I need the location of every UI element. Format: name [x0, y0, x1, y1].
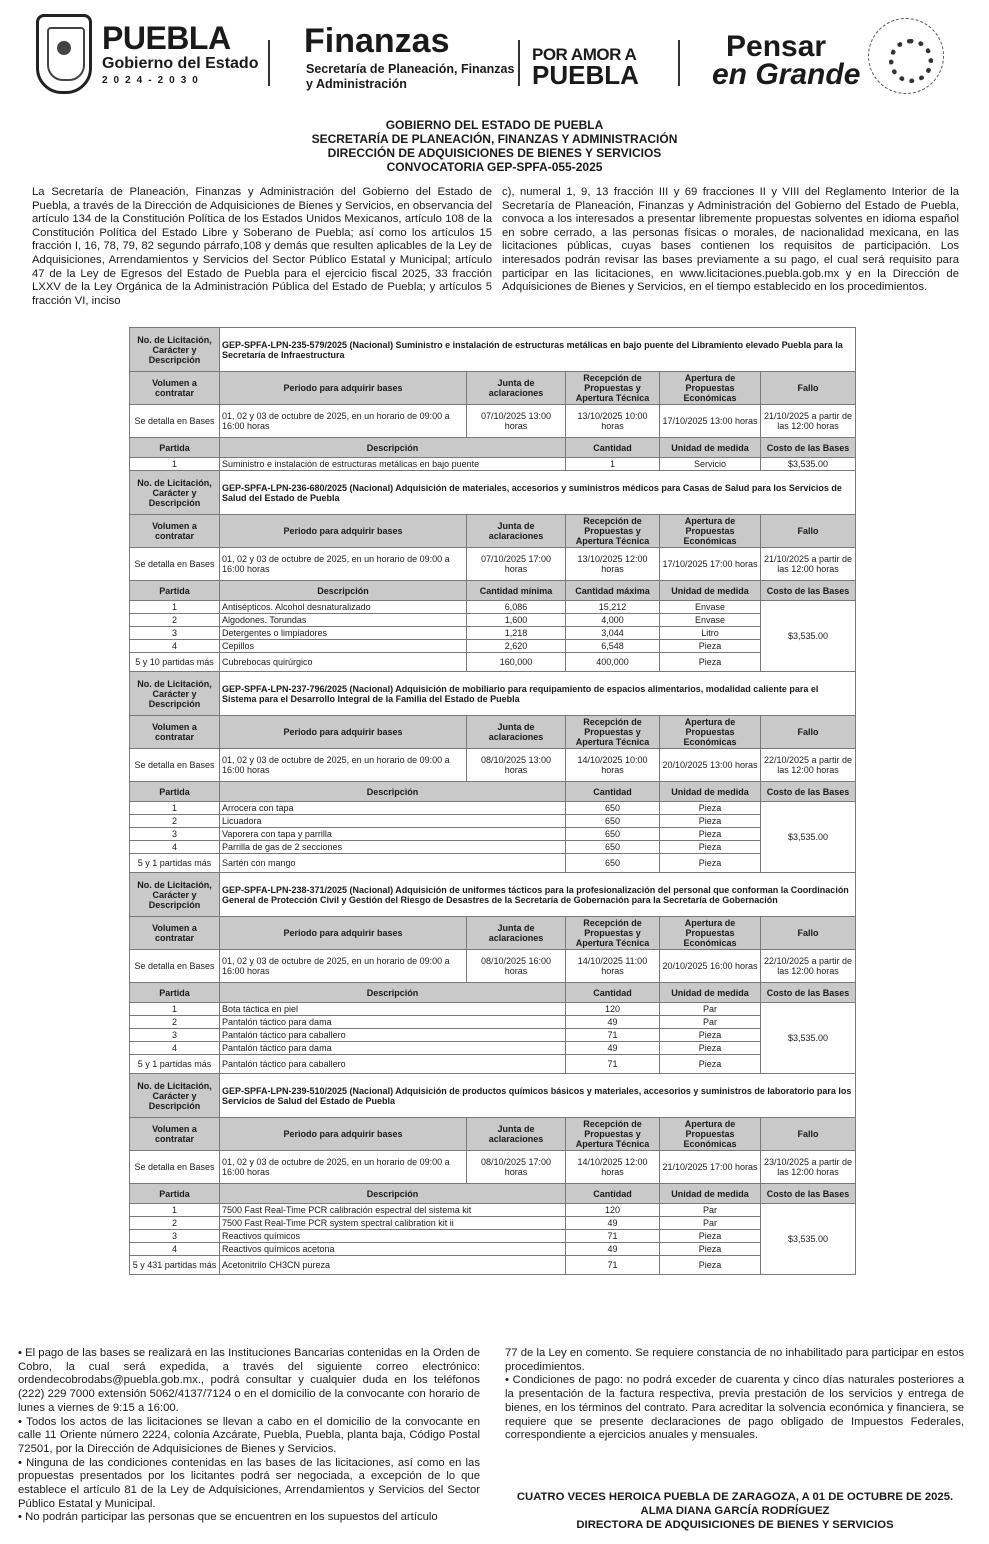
cantidad-value: 71: [566, 1256, 660, 1275]
partida-value: 2: [130, 1217, 220, 1230]
tender-title-row: [130, 328, 856, 372]
descripcion-header: Descripción: [220, 1184, 566, 1204]
junta-value: 07/10/2025 13:00 horas: [467, 405, 566, 438]
descripcion-value: Sartén con mango: [220, 854, 566, 873]
cantidad-maxima-value: 400,000: [566, 653, 660, 672]
table-row: [130, 828, 856, 841]
tender-info-row: [130, 1151, 856, 1184]
cantidad-maxima-value: 6,548: [566, 640, 660, 653]
document-title: [0, 118, 989, 174]
note-paragraph: • El pago de las bases se realizará en las Instituciones Bancarias contenidas en la Orden de Cobro, la cual será expedida, a través del siguiente correo electrónico: ordendecobrodabs@puebla.gob.mx., podrá consultar y cualquier duda en los teléfonos (222) 229 7000 extensión 5062/4137/7124 o en el domicilio de la convocante con horario de lunes a viernes de 9:15 a 16:00.: [18, 1347, 480, 1414]
descripcion-value: Antisépticos. Alcohol desnaturalizado: [220, 601, 467, 614]
volumen-value: Se detalla en Bases: [130, 405, 220, 438]
amor-logo-line2: PUEBLA: [532, 60, 639, 90]
fallo-value: 22/10/2025 a partir de las 12:00 horas: [761, 749, 856, 782]
costo-value: $3,535.00: [761, 1204, 856, 1275]
partida-value: 1: [130, 802, 220, 815]
partida-header: Partida: [130, 581, 220, 601]
pensar-logo-line2: en Grande: [712, 58, 861, 91]
cantidad-minima-value: 1,218: [467, 627, 566, 640]
fallo-header: Fallo: [761, 716, 856, 749]
junta-header: Junta de aclaraciones: [467, 716, 566, 749]
partida-header: Partida: [130, 782, 220, 802]
partida-value: 3: [130, 1230, 220, 1243]
periodo-header: Periodo para adquirir bases: [220, 917, 467, 950]
apertura-value: 20/10/2025 16:00 horas: [660, 950, 761, 983]
recepcion-header: Recepción de Propuestas y Apertura Técnica: [566, 917, 660, 950]
partida-value: 2: [130, 614, 220, 627]
periodo-header: Periodo para adquirir bases: [220, 515, 467, 548]
tender-title: GEP-SPFA-LPN-235-579/2025 (Nacional) Suministro e instalación de estructuras metálicas en bajo puente del Libramiento elevado Puebla para la Secretaría de Infraestructura: [220, 328, 856, 372]
signature-position: DIRECTORA DE ADQUISICIONES DE BIENES Y SERVICIOS: [576, 1519, 894, 1531]
descripcion-value: Detergentes o limpiadores: [220, 627, 467, 640]
descripcion-value: Pantalón táctico para caballero: [220, 1055, 566, 1074]
unidad-value: Servicio: [660, 458, 761, 471]
partida-value: 1: [130, 1204, 220, 1217]
apertura-header: Apertura de Propuestas Económicas: [660, 515, 761, 548]
tender-header-row: [130, 716, 856, 749]
volumen-header: Volumen a contratar: [130, 917, 220, 950]
costo-header: Costo de las Bases: [761, 581, 856, 601]
cantidad-maxima-value: 3,044: [566, 627, 660, 640]
cantidad-header: Cantidad: [566, 438, 660, 458]
no-licitacion-label: No. de Licitación, Carácter y Descripción: [130, 873, 220, 917]
puebla-logo-title: PUEBLA: [102, 20, 231, 56]
volumen-value: Se detalla en Bases: [130, 749, 220, 782]
unidad-header: Unidad de medida: [660, 782, 761, 802]
cantidad-minima-value: 160,000: [467, 653, 566, 672]
tender-title-row: [130, 873, 856, 917]
table-row: [130, 854, 856, 873]
notes-right: [505, 1347, 964, 1443]
unidad-value: Envase: [660, 614, 761, 627]
items-header-row: [130, 1184, 856, 1204]
partida-header: Partida: [130, 1184, 220, 1204]
table-row: [130, 601, 856, 614]
note-paragraph: 77 de la Ley en comento. Se requiere constancia de no inhabilitado para participar en estos procedimientos.: [505, 1347, 964, 1373]
amor-logo-line1: POR AMOR A: [532, 45, 637, 64]
junta-value: 08/10/2025 16:00 horas: [467, 950, 566, 983]
volumen-value: Se detalla en Bases: [130, 1151, 220, 1184]
cantidad-value: 71: [566, 1055, 660, 1074]
unidad-value: Pieza: [660, 828, 761, 841]
fallo-value: 22/10/2025 a partir de las 12:00 horas: [761, 950, 856, 983]
costo-value: $3,535.00: [761, 802, 856, 873]
apertura-value: 17/10/2025 17:00 horas: [660, 548, 761, 581]
partida-value: 3: [130, 828, 220, 841]
table-row: [130, 841, 856, 854]
unidad-value: Pieza: [660, 815, 761, 828]
table-row: [130, 1243, 856, 1256]
costo-header: Costo de las Bases: [761, 438, 856, 458]
signature-block: [505, 1490, 965, 1532]
partida-value: 4: [130, 841, 220, 854]
table-row: [130, 1003, 856, 1016]
tender-title-row: [130, 672, 856, 716]
cantidad-value: 49: [566, 1042, 660, 1055]
unidad-value: Par: [660, 1217, 761, 1230]
logo-divider: [678, 40, 680, 86]
unidad-value: Pieza: [660, 1230, 761, 1243]
junta-value: 08/10/2025 17:00 horas: [467, 1151, 566, 1184]
periodo-header: Periodo para adquirir bases: [220, 716, 467, 749]
volumen-header: Volumen a contratar: [130, 515, 220, 548]
unidad-header: Unidad de medida: [660, 581, 761, 601]
partida-value: 4: [130, 640, 220, 653]
recepcion-value: 13/10/2025 10:00 horas: [566, 405, 660, 438]
costo-header: Costo de las Bases: [761, 782, 856, 802]
junta-header: Junta de aclaraciones: [467, 372, 566, 405]
cantidad-minima-value: 2,620: [467, 640, 566, 653]
apertura-value: 20/10/2025 13:00 horas: [660, 749, 761, 782]
table-row: [130, 653, 856, 672]
tender-info-row: [130, 749, 856, 782]
cantidad-value: 49: [566, 1016, 660, 1029]
fallo-value: 21/10/2025 a partir de las 12:00 horas: [761, 548, 856, 581]
title-line: DIRECCIÓN DE ADQUISICIONES DE BIENES Y SERVICIOS: [327, 146, 662, 160]
cantidad-minima-value: 1,600: [467, 614, 566, 627]
signature-name: ALMA DIANA GARCÍA RODRÍGUEZ: [640, 1505, 830, 1517]
cantidad-value: 120: [566, 1204, 660, 1217]
recepcion-value: 14/10/2025 10:00 horas: [566, 749, 660, 782]
descripcion-value: Pantalón táctico para caballero: [220, 1029, 566, 1042]
fallo-header: Fallo: [761, 515, 856, 548]
fallo-header: Fallo: [761, 1118, 856, 1151]
table-row: [130, 1055, 856, 1074]
cantidad-value: 1: [566, 458, 660, 471]
descripcion-value: Suministro e instalación de estructuras metálicas en bajo puente: [220, 458, 566, 471]
norma-igualdad-seal-icon: [868, 18, 944, 94]
partida-value: 5 y 1 partidas más: [130, 854, 220, 873]
partida-value: 3: [130, 1029, 220, 1042]
unidad-value: Par: [660, 1003, 761, 1016]
logo-divider: [518, 40, 520, 86]
unidad-value: Pieza: [660, 1029, 761, 1042]
junta-header: Junta de aclaraciones: [467, 515, 566, 548]
fallo-header: Fallo: [761, 372, 856, 405]
descripcion-value: 7500 Fast Real-Time PCR calibración espectral del sistema kit: [220, 1204, 566, 1217]
tender-title: GEP-SPFA-LPN-239-510/2025 (Nacional) Adquisición de productos químicos básicos y materiales, accesorios y suministros de laboratorio para los Servicios de Salud del Estado de Puebla: [220, 1074, 856, 1118]
state-seal-icon: [36, 14, 92, 94]
cantidad-value: 650: [566, 841, 660, 854]
volumen-header: Volumen a contratar: [130, 716, 220, 749]
recepcion-header: Recepción de Propuestas y Apertura Técnica: [566, 372, 660, 405]
tender-info-row: [130, 950, 856, 983]
note-paragraph: • Condiciones de pago: no podrá exceder de cuarenta y cinco días naturales posteriores a la presentación de la factura respectiva, previa prestación de los servicios y entrega de bienes, en los términos del contrato. Para acreditar la solvencia económica y financiera, se requiere que se presente declaraciones de pago obligado de Impuestos Federales, correspondiente a ejercicios anuales y mensuales.: [505, 1374, 964, 1442]
cantidad-value: 650: [566, 815, 660, 828]
descripcion-value: Parrilla de gas de 2 secciones: [220, 841, 566, 854]
cantidad-header: Cantidad: [566, 1184, 660, 1204]
tender-info-row: [130, 405, 856, 438]
costo-header: Costo de las Bases: [761, 983, 856, 1003]
partida-value: 5 y 10 partidas más: [130, 653, 220, 672]
junta-header: Junta de aclaraciones: [467, 917, 566, 950]
header-logos: [36, 10, 956, 105]
unidad-value: Par: [660, 1016, 761, 1029]
finanzas-logo-subtitle: Secretaría de Planeación, Finanzas y Administración: [306, 62, 515, 91]
descripcion-value: 7500 Fast Real-Time PCR system spectral calibration kit ii: [220, 1217, 566, 1230]
junta-value: 07/10/2025 17:00 horas: [467, 548, 566, 581]
note-paragraph: • Todos los actos de las licitaciones se llevan a cabo en el domicilio de la convocante en calle 11 Oriente número 2224, colonia Azcárate, Puebla, Puebla, planta baja, Código Postal 72501, por la Dirección de Adquisiciones de Bienes y Servicios.: [18, 1415, 480, 1455]
descripcion-value: Bota táctica en piel: [220, 1003, 566, 1016]
cantidad-maxima-value: 15,212: [566, 601, 660, 614]
cantidad-maxima-header: Cantidad máxima: [566, 581, 660, 601]
table-row: [130, 614, 856, 627]
periodo-value: 01, 02 y 03 de octubre de 2025, en un horario de 09:00 a 16:00 horas: [220, 405, 467, 438]
cantidad-value: 650: [566, 828, 660, 841]
no-licitacion-label: No. de Licitación, Carácter y Descripción: [130, 1074, 220, 1118]
unidad-value: Pieza: [660, 802, 761, 815]
unidad-value: Pieza: [660, 841, 761, 854]
unidad-value: Pieza: [660, 1243, 761, 1256]
no-licitacion-label: No. de Licitación, Carácter y Descripción: [130, 672, 220, 716]
partida-value: 1: [130, 601, 220, 614]
title-line: CONVOCATORIA GEP-SPFA-055-2025: [386, 160, 603, 174]
partida-header: Partida: [130, 983, 220, 1003]
recepcion-header: Recepción de Propuestas y Apertura Técnica: [566, 1118, 660, 1151]
recepcion-value: 13/10/2025 12:00 horas: [566, 548, 660, 581]
unidad-value: Pieza: [660, 854, 761, 873]
partida-value: 1: [130, 458, 220, 471]
unidad-header: Unidad de medida: [660, 438, 761, 458]
descripcion-value: Algodones. Torundas: [220, 614, 467, 627]
cantidad-minima-value: 6,086: [467, 601, 566, 614]
costo-header: Costo de las Bases: [761, 1184, 856, 1204]
items-header-row: [130, 983, 856, 1003]
items-header-row: [130, 581, 856, 601]
items-header-row: [130, 438, 856, 458]
descripcion-value: Reactivos químicos acetona: [220, 1243, 566, 1256]
unidad-value: Pieza: [660, 653, 761, 672]
table-row: [130, 1256, 856, 1275]
descripcion-value: Vaporera con tapa y parrilla: [220, 828, 566, 841]
table-row: [130, 640, 856, 653]
descripcion-header: Descripción: [220, 438, 566, 458]
puebla-logo-years: 2024-2030: [102, 75, 204, 86]
unidad-value: Pieza: [660, 1256, 761, 1275]
tender-header-row: [130, 1118, 856, 1151]
partida-value: 3: [130, 627, 220, 640]
apertura-header: Apertura de Propuestas Económicas: [660, 1118, 761, 1151]
table-row: [130, 1029, 856, 1042]
cantidad-value: 71: [566, 1230, 660, 1243]
items-header-row: [130, 782, 856, 802]
table-row: [130, 1016, 856, 1029]
table-row: [130, 1217, 856, 1230]
tender-title-row: [130, 471, 856, 515]
apertura-header: Apertura de Propuestas Económicas: [660, 716, 761, 749]
partida-value: 2: [130, 1016, 220, 1029]
unidad-value: Pieza: [660, 1042, 761, 1055]
table-row: [130, 1204, 856, 1217]
descripcion-value: Cepillos: [220, 640, 467, 653]
periodo-value: 01, 02 y 03 de octubre de 2025, en un horario de 09:00 a 16:00 horas: [220, 950, 467, 983]
table-row: [130, 627, 856, 640]
no-licitacion-label: No. de Licitación, Carácter y Descripción: [130, 328, 220, 372]
apertura-header: Apertura de Propuestas Económicas: [660, 917, 761, 950]
volumen-header: Volumen a contratar: [130, 372, 220, 405]
cantidad-header: Cantidad: [566, 983, 660, 1003]
periodo-header: Periodo para adquirir bases: [220, 1118, 467, 1151]
cantidad-value: 120: [566, 1003, 660, 1016]
tender-title-row: [130, 1074, 856, 1118]
cantidad-value: 650: [566, 854, 660, 873]
junta-header: Junta de aclaraciones: [467, 1118, 566, 1151]
partida-value: 2: [130, 815, 220, 828]
table-row: [130, 802, 856, 815]
descripcion-value: Cubrebocas quirúrgico: [220, 653, 467, 672]
recepcion-header: Recepción de Propuestas y Apertura Técnica: [566, 515, 660, 548]
tender-header-row: [130, 917, 856, 950]
costo-value: $3,535.00: [761, 601, 856, 672]
fallo-value: 21/10/2025 a partir de las 12:00 horas: [761, 405, 856, 438]
descripcion-header: Descripción: [220, 782, 566, 802]
cantidad-value: 650: [566, 802, 660, 815]
cantidad-header: Cantidad: [566, 782, 660, 802]
descripcion-value: Arrocera con tapa: [220, 802, 566, 815]
descripcion-value: Acetonitrilo CH3CN pureza: [220, 1256, 566, 1275]
unidad-header: Unidad de medida: [660, 1184, 761, 1204]
signature-place-date: CUATRO VECES HEROICA PUEBLA DE ZARAGOZA, A 01 DE OCTUBRE DE 2025.: [516, 1491, 954, 1503]
title-line: SECRETARÍA DE PLANEACIÓN, FINANZAS Y ADMINISTRACIÓN: [311, 132, 678, 146]
unidad-value: Pieza: [660, 1055, 761, 1074]
recepcion-value: 14/10/2025 12:00 horas: [566, 1151, 660, 1184]
fallo-value: 23/10/2025 a partir de las 12:00 horas: [761, 1151, 856, 1184]
cantidad-value: 49: [566, 1243, 660, 1256]
tender-title: GEP-SPFA-LPN-236-680/2025 (Nacional) Adquisición de materiales, accesorios y suministros médicos para Casas de Salud para los Servicios de Salud del Estado de Puebla: [220, 471, 856, 515]
periodo-value: 01, 02 y 03 de octubre de 2025, en un horario de 09:00 a 16:00 horas: [220, 1151, 467, 1184]
descripcion-value: Pantalón táctico para dama: [220, 1016, 566, 1029]
periodo-value: 01, 02 y 03 de octubre de 2025, en un horario de 09:00 a 16:00 horas: [220, 749, 467, 782]
recepcion-header: Recepción de Propuestas y Apertura Técnica: [566, 716, 660, 749]
note-paragraph: • No podrán participar las personas que se encuentren en los supuestos del artículo: [18, 1511, 438, 1524]
cantidad-value: 49: [566, 1217, 660, 1230]
intro-paragraph-left: La Secretaría de Planeación, Finanzas y Administración del Gobierno del Estado de Puebla, a través de la Dirección de Adquisiciones de Bienes y Servicios, en observancia del artículo 134 de la Constitución Política de los Estados Unidos Mexicanos, artículo 108 de la Constitución Política del Estado Libre y Soberano de Puebla; así como los artículos 15 fracción I, 16, 78, 79, 82 segundo párrafo,108 y demás que resulten aplicables de la Ley de Adquisiciones, Arrendamientos y Servicios del Sector Público Estatal y Municipal; artículo 47 de la Ley de Egresos del Estado de Puebla para el ejercicio fiscal 2025, 33 fracción LXXV de la Ley Orgánica de la Administración Pública del Estado de Puebla; y artículos 5 fracción VI, inciso: [32, 186, 492, 307]
descripcion-header: Descripción: [220, 581, 467, 601]
table-row: [130, 1230, 856, 1243]
apertura-value: 21/10/2025 17:00 horas: [660, 1151, 761, 1184]
descripcion-value: Pantalón táctico para dama: [220, 1042, 566, 1055]
junta-value: 08/10/2025 13:00 horas: [467, 749, 566, 782]
unidad-value: Pieza: [660, 640, 761, 653]
pensar-logo-line1: Pensar: [726, 30, 827, 63]
table-row: [130, 1042, 856, 1055]
costo-value: $3,535.00: [761, 1003, 856, 1074]
tender-info-row: [130, 548, 856, 581]
tender-header-row: [130, 515, 856, 548]
tender-title: GEP-SPFA-LPN-238-371/2025 (Nacional) Adquisición de uniformes tácticos para la profesionalización del personal que conforman la Coordinación General de Protección Civil y Gestión del Riesgo de Desastres de la Secretaría de Gobernación para la Secretaría de Gobernación: [220, 873, 856, 917]
note-paragraph: • Ninguna de las condiciones contenidas en las bases de las licitaciones, así como en las propuestas presentados por los licitantes podrá ser negociada, a excepción de lo que establece el artículo 81 de la Ley de Adquisiciones, Arrendamientos y Servicios del Sector Público Estatal y Municipal.: [18, 1456, 480, 1510]
partida-header: Partida: [130, 438, 220, 458]
cantidad-minima-header: Cantidad mínima: [467, 581, 566, 601]
partida-value: 1: [130, 1003, 220, 1016]
cantidad-value: 71: [566, 1029, 660, 1042]
puebla-logo-subtitle: Gobierno del Estado: [102, 55, 259, 72]
table-row: [130, 458, 856, 471]
descripcion-value: Reactivos químicos: [220, 1230, 566, 1243]
descripcion-value: Licuadora: [220, 815, 566, 828]
volumen-value: Se detalla en Bases: [130, 548, 220, 581]
fallo-header: Fallo: [761, 917, 856, 950]
volumen-value: Se detalla en Bases: [130, 950, 220, 983]
tender-title: GEP-SPFA-LPN-237-796/2025 (Nacional) Adquisición de mobiliario para requipamiento de espacios alimentarios, modalidad caliente para el Sistema para el Desarrollo Integral de la Familia del Estado de Puebla: [220, 672, 856, 716]
tenders-table: [129, 327, 856, 1275]
partida-value: 4: [130, 1243, 220, 1256]
tender-header-row: [130, 372, 856, 405]
notes-left: [18, 1347, 480, 1525]
costo-value: $3,535.00: [761, 458, 856, 471]
periodo-header: Periodo para adquirir bases: [220, 372, 467, 405]
recepcion-value: 14/10/2025 11:00 horas: [566, 950, 660, 983]
apertura-value: 17/10/2025 13:00 horas: [660, 405, 761, 438]
volumen-header: Volumen a contratar: [130, 1118, 220, 1151]
unidad-value: Envase: [660, 601, 761, 614]
unidad-header: Unidad de medida: [660, 983, 761, 1003]
finanzas-logo-title: Finanzas: [304, 22, 450, 60]
unidad-value: Litro: [660, 627, 761, 640]
cantidad-maxima-value: 4,000: [566, 614, 660, 627]
partida-value: 4: [130, 1042, 220, 1055]
unidad-value: Par: [660, 1204, 761, 1217]
apertura-header: Apertura de Propuestas Económicas: [660, 372, 761, 405]
logo-divider: [268, 40, 270, 86]
no-licitacion-label: No. de Licitación, Carácter y Descripción: [130, 471, 220, 515]
descripcion-header: Descripción: [220, 983, 566, 1003]
intro-paragraph-right: c), numeral 1, 9, 13 fracción III y 69 fracciones II y VIII del Reglamento Interior de la Secretaría de Planeación, Finanzas y Administración del Gobierno del Estado de Puebla, convoca a los interesados a presentar libremente propuestas solventes en idioma español en sobre cerrado, a las personas físicas o morales, de nacionalidad mexicana, en las licitaciones públicas, cuyas bases contienen los requisitos de participación. Los interesados podrán revisar las bases previamente a su pago, el cual será requisito para participar en las licitaciones, en www.licitaciones.puebla.gob.mx y en la Dirección de Adquisiciones de Bienes y Servicios, en el tiempo establecido en los procedimientos.: [502, 186, 959, 294]
periodo-value: 01, 02 y 03 de octubre de 2025, en un horario de 09:00 a 16:00 horas: [220, 548, 467, 581]
partida-value: 5 y 431 partidas más: [130, 1256, 220, 1275]
partida-value: 5 y 1 partidas más: [130, 1055, 220, 1074]
table-row: [130, 815, 856, 828]
title-line: GOBIERNO DEL ESTADO DE PUEBLA: [385, 118, 604, 132]
